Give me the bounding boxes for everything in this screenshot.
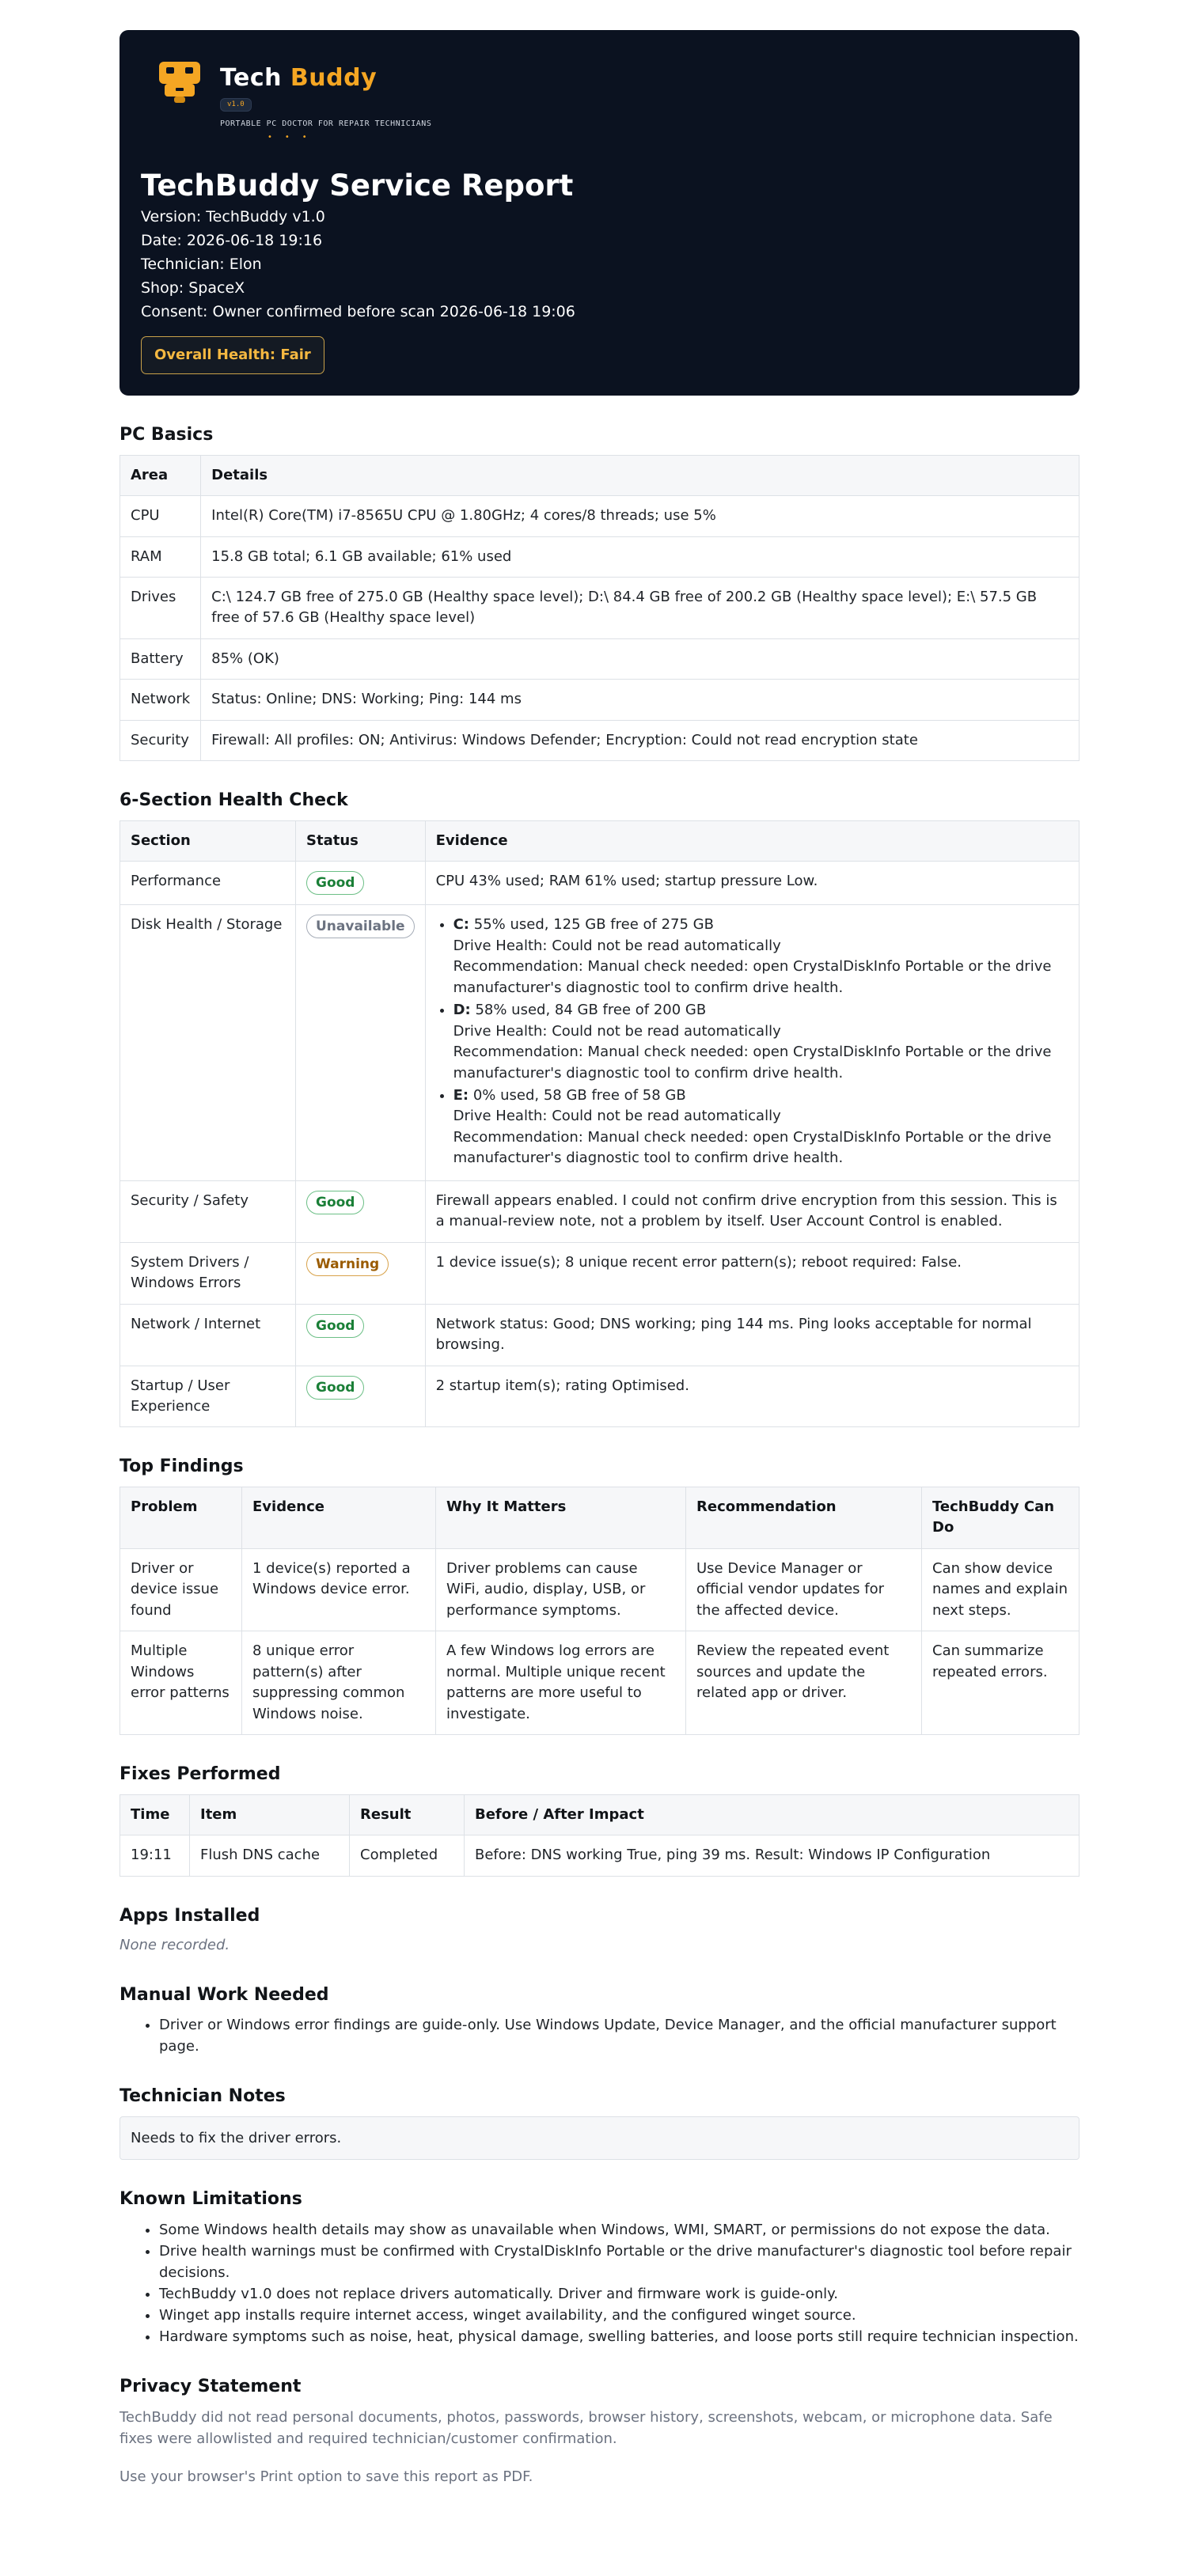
evidence-cell: 1 device issue(s); 8 unique recent error pattern(s); reboot required: False.	[425, 1242, 1079, 1304]
area-cell: RAM	[120, 536, 201, 577]
table-header-row	[120, 1794, 1079, 1835]
privacy-text: TechBuddy did not read personal documents, photos, passwords, browser history, screenshots, webcam, or microphone data. Safe fixes were allowlisted and required technician/customer confirmation.	[120, 2408, 1053, 2448]
overall-health-badge: Overall Health: Fair	[141, 336, 324, 374]
pc-basics-table	[120, 455, 1079, 762]
column-header: Why It Matters	[436, 1487, 686, 1549]
column-header: TechBuddy Can Do	[922, 1487, 1079, 1549]
section-cell: Disk Health / Storage	[120, 905, 296, 1180]
evidence-cell	[425, 905, 1079, 1180]
column-header: Item	[190, 1794, 350, 1835]
brand-name: Tech Buddy	[220, 64, 378, 92]
drive-list	[436, 915, 1068, 1169]
details-cell: C:\ 124.7 GB free of 275.0 GB (Healthy space level); D:\ 84.4 GB free of 200.2 GB (Healthy space level); E:\ 57.5 GB free of 57.6 GB (Healthy space level)	[201, 577, 1079, 638]
area-cell: Security	[120, 720, 201, 760]
table-header-row	[120, 820, 1079, 861]
table-row	[120, 1631, 1079, 1735]
report-title: TechBuddy Service Report	[141, 169, 574, 203]
column-header: Evidence	[242, 1487, 436, 1549]
limitations-heading: Known Limitations	[120, 2189, 302, 2210]
apps-heading: Apps Installed	[120, 1905, 260, 1926]
evidence-cell: Network status: Good; DNS working; ping 144 ms. Ping looks acceptable for normal browsing.	[425, 1304, 1079, 1366]
fixes-heading: Fixes Performed	[120, 1764, 281, 1785]
table-row	[120, 1835, 1079, 1876]
manual-work-heading: Manual Work Needed	[120, 1984, 329, 2005]
status-cell	[296, 1242, 426, 1304]
details-cell: 85% (OK)	[201, 638, 1079, 679]
meta-shop: Shop: SpaceX	[141, 279, 245, 297]
table-header-row	[120, 455, 1079, 495]
health-check-heading: 6-Section Health Check	[120, 790, 348, 811]
status-badge: Good	[306, 871, 364, 895]
table-row	[120, 680, 1079, 720]
can-do-cell: Can show device names and explain next steps.	[922, 1548, 1079, 1631]
list-item: • C: 55% used, 125 GB free of 275 GB Drive Health: Could not be read automatically Recommendation: Manual check needed: open CrystalDiskInfo Portable or the drive manufacturer's diagnostic tool to confirm drive health.	[453, 915, 1068, 998]
can-do-cell: Can summarize repeated errors.	[922, 1631, 1079, 1735]
evidence-cell: 8 unique error pattern(s) after suppressing common Windows noise.	[242, 1631, 436, 1735]
table-row	[120, 1304, 1079, 1366]
pc-basics-heading: PC Basics	[120, 425, 214, 445]
details-cell: 15.8 GB total; 6.1 GB available; 61% used	[201, 536, 1079, 577]
column-header: Status	[296, 820, 426, 861]
table-row	[120, 862, 1079, 905]
status-badge: Good	[306, 1314, 364, 1338]
meta-consent: Consent: Owner confirmed before scan 2026-06-18 19:06	[141, 303, 575, 321]
technician-notes-box: Needs to fix the driver errors.	[120, 2116, 1079, 2161]
details-cell: Status: Online; DNS: Working; Ping: 144 ms	[201, 680, 1079, 720]
column-header: Details	[201, 455, 1079, 495]
time-cell: 19:11	[120, 1835, 190, 1876]
column-header: Problem	[120, 1487, 242, 1549]
area-cell: Battery	[120, 638, 201, 679]
details-cell: Firewall: All profiles: ON; Antivirus: Windows Defender; Encryption: Could not read encryption state	[201, 720, 1079, 760]
column-header: Recommendation	[686, 1487, 922, 1549]
table-row	[120, 905, 1079, 1180]
status-cell	[296, 1304, 426, 1366]
table-header-row	[120, 1487, 1079, 1549]
list-item: • TechBuddy v1.0 does not replace drivers automatically. Driver and firmware work is guide-only.	[159, 2283, 1079, 2305]
problem-cell: Driver or device issue found	[120, 1548, 242, 1631]
status-cell	[296, 905, 426, 1180]
area-cell: Network	[120, 680, 201, 720]
evidence-cell: 2 startup item(s); rating Optimised.	[425, 1366, 1079, 1427]
column-header: Before / After Impact	[465, 1794, 1079, 1835]
details-cell: Intel(R) Core(TM) i7-8565U CPU @ 1.80GHz; 4 cores/8 threads; use 5%	[201, 496, 1079, 536]
why-cell: Driver problems can cause WiFi, audio, display, USB, or performance symptoms.	[436, 1548, 686, 1631]
table-row	[120, 1242, 1079, 1304]
report-page	[120, 0, 1079, 2519]
meta-date: Date: 2026-06-18 19:16	[141, 232, 323, 250]
meta-version: Version: TechBuddy v1.0	[141, 208, 325, 226]
column-header: Evidence	[425, 820, 1079, 861]
privacy-heading: Privacy Statement	[120, 2377, 302, 2397]
notes-heading: Technician Notes	[120, 2086, 286, 2107]
list-item: • Some Windows health details may show as unavailable when Windows, WMI, SMART, or permissions do not expose the data.	[159, 2219, 1079, 2241]
manual-work-list	[120, 2014, 1079, 2057]
status-badge: Warning	[306, 1252, 389, 1276]
list-item: • Driver or Windows error findings are guide-only. Use Windows Update, Device Manager, and the official manufacturer support page.	[159, 2014, 1079, 2057]
status-cell	[296, 1366, 426, 1427]
table-row	[120, 720, 1079, 760]
status-badge: Good	[306, 1191, 364, 1214]
evidence-cell: 1 device(s) reported a Windows device error.	[242, 1548, 436, 1631]
column-header: Section	[120, 820, 296, 861]
recommendation-cell: Review the repeated event sources and update the related app or driver.	[686, 1631, 922, 1735]
section-cell: Security / Safety	[120, 1180, 296, 1242]
brand-logo	[141, 60, 1057, 158]
evidence-cell: CPU 43% used; RAM 61% used; startup pressure Low.	[425, 862, 1079, 905]
report-header-card	[120, 30, 1079, 396]
recommendation-cell: Use Device Manager or official vendor updates for the affected device.	[686, 1548, 922, 1631]
item-cell: Flush DNS cache	[190, 1835, 350, 1876]
result-cell: Completed	[350, 1835, 465, 1876]
area-cell: CPU	[120, 496, 201, 536]
table-row	[120, 496, 1079, 536]
section-cell: Startup / User Experience	[120, 1366, 296, 1427]
list-item: • Winget app installs require internet access, winget availability, and the configured winget source.	[159, 2305, 1079, 2326]
column-header: Result	[350, 1794, 465, 1835]
table-row	[120, 1548, 1079, 1631]
list-item: • Drive health warnings must be confirmed with CrystalDiskInfo Portable or the drive manufacturer's diagnostic tool before repair decisions.	[159, 2241, 1079, 2283]
table-row	[120, 1180, 1079, 1242]
section-cell: Network / Internet	[120, 1304, 296, 1366]
fixes-table	[120, 1794, 1079, 1877]
column-header: Area	[120, 455, 201, 495]
problem-cell: Multiple Windows error patterns	[120, 1631, 242, 1735]
table-row	[120, 638, 1079, 679]
table-row	[120, 577, 1079, 638]
table-row	[120, 536, 1079, 577]
why-cell: A few Windows log errors are normal. Multiple unique recent patterns are more useful to investigate.	[436, 1631, 686, 1735]
top-findings-table	[120, 1487, 1079, 1735]
health-check-table	[120, 820, 1079, 1428]
apps-empty-text: None recorded.	[120, 1937, 230, 1954]
limitations-list	[120, 2219, 1079, 2347]
list-item: • D: 58% used, 84 GB free of 200 GB Drive Health: Could not be read automatically Recommendation: Manual check needed: open CrystalDiskInfo Portable or the drive manufacturer's diagnostic tool to confirm drive health.	[453, 1000, 1068, 1084]
table-row	[120, 1366, 1079, 1427]
status-badge: Unavailable	[306, 915, 415, 938]
status-cell	[296, 1180, 426, 1242]
robot-head-icon	[157, 60, 203, 104]
version-badge: v1.0	[220, 98, 252, 112]
print-note: Use your browser's Print option to save this report as PDF.	[120, 2468, 533, 2486]
status-badge: Good	[306, 1376, 364, 1400]
decorative-dots: •••	[267, 133, 320, 142]
evidence-cell: Firewall appears enabled. I could not confirm drive encryption from this session. This is a manual-review note, not a problem by itself. User Account Control is enabled.	[425, 1180, 1079, 1242]
top-findings-heading: Top Findings	[120, 1457, 244, 1477]
brand-tagline: PORTABLE PC DOCTOR FOR REPAIR TECHNICIANS	[220, 119, 432, 128]
list-item: • Hardware symptoms such as noise, heat, physical damage, swelling batteries, and loose ports still require technician inspection.	[159, 2326, 1079, 2347]
section-cell: Performance	[120, 862, 296, 905]
section-cell: System Drivers / Windows Errors	[120, 1242, 296, 1304]
meta-technician: Technician: Elon	[141, 256, 262, 274]
area-cell: Drives	[120, 577, 201, 638]
column-header: Time	[120, 1794, 190, 1835]
impact-cell: Before: DNS working True, ping 39 ms. Result: Windows IP Configuration	[465, 1835, 1079, 1876]
status-cell	[296, 862, 426, 905]
list-item: • E: 0% used, 58 GB free of 58 GB Drive Health: Could not be read automatically Recommendation: Manual check needed: open CrystalDiskInfo Portable or the drive manufacturer's diagnostic tool to confirm drive health.	[453, 1085, 1068, 1169]
